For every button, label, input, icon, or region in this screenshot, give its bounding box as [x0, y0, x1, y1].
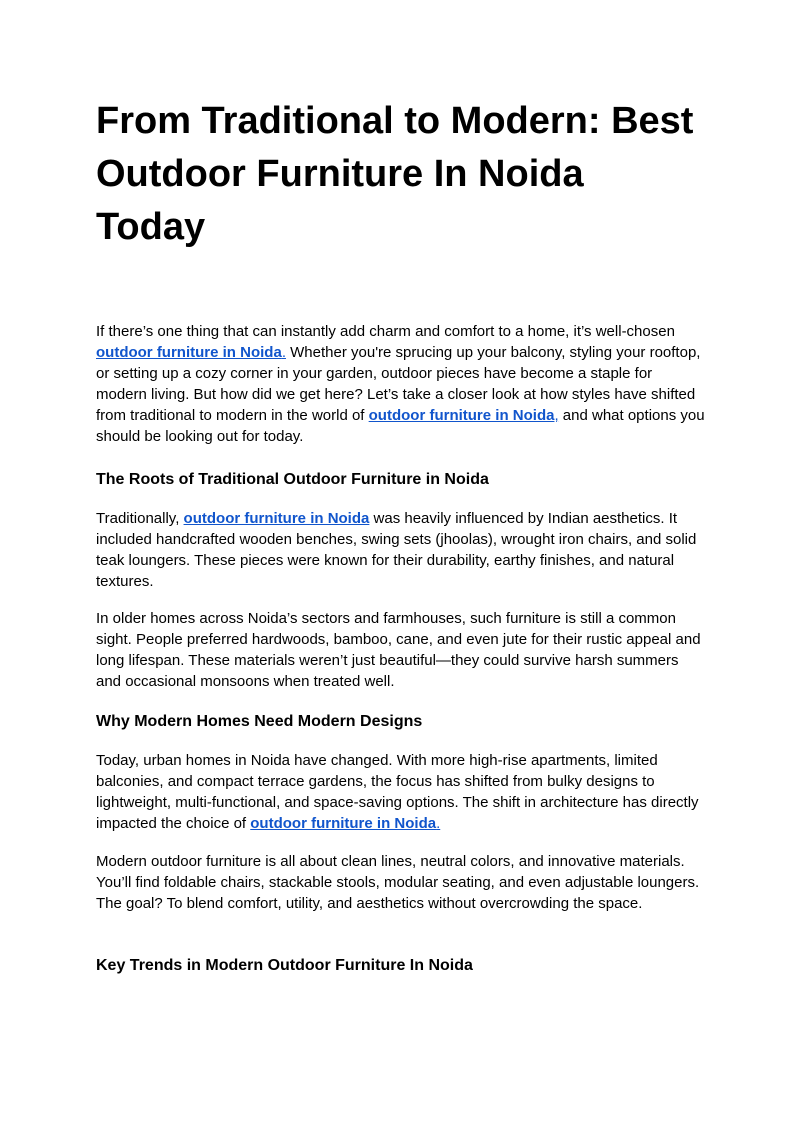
traditional-paragraph-2: In older homes across Noida’s sectors and farmhouses, such furniture is still a common sight. People preferred hardwoods, bamboo, cane, and even jute for their rustic appeal and long lifespan. These materials weren’t just beautiful—they could survive harsh summers and occasional monsoons when treated well. [96, 610, 701, 690]
outdoor-furniture-link-4[interactable]: outdoor furniture in Noida. [250, 815, 441, 832]
traditional-paragraph-2-block [96, 608, 706, 692]
section-modern [96, 711, 706, 732]
traditional-paragraph-1-block [96, 508, 706, 592]
section-heading-modern: Why Modern Homes Need Modern Designs [96, 713, 423, 730]
modern-paragraph-1-block [96, 750, 706, 834]
modern-paragraph-1 [96, 750, 706, 834]
modern-paragraph-2: Modern outdoor furniture is all about clean lines, neutral colors, and innovative materials. You’ll find foldable chairs, stackable stools, modular seating, and even adjustable loungers. The goal? To blend comfort, utility, and aesthetics without overcrowding the space. [96, 853, 700, 912]
section-trends [96, 955, 706, 976]
intro-text-3: and what options you should be looking out for today. [96, 407, 705, 445]
intro-text-2: Whether you're sprucing up your balcony, styling your rooftop, or setting up a cozy corner in your garden, outdoor pieces have become a staple for modern living. But how did we get here? Let’s take a closer look at how styles have shifted from traditional to modern in the world of [96, 344, 701, 424]
traditional-text-1: Traditionally, [96, 510, 184, 527]
modern-text-1: Today, urban homes in Noida have changed. With more high-rise apartments, limited balconies, and compact terrace gardens, the focus has shifted from bulky designs to lightweight, multi-functional, and space-saving options. The shift in architecture has directly impacted the choice of [96, 752, 699, 832]
section-heading-trends: Key Trends in Modern Outdoor Furniture In Noida [96, 957, 473, 974]
outdoor-furniture-link-3[interactable]: outdoor furniture in Noida [183, 510, 370, 527]
intro-text-1: If there’s one thing that can instantly add charm and comfort to a home, it’s well-chosen [96, 323, 675, 340]
section-traditional [96, 469, 706, 490]
modern-paragraph-2-block [96, 851, 706, 914]
intro-paragraph-block [96, 321, 706, 447]
outdoor-furniture-link-2[interactable]: outdoor furniture in Noida, [368, 407, 559, 424]
page-title: From Traditional to Modern: Best Outdoor Furniture In Noida Today [96, 100, 694, 248]
section-heading-traditional: The Roots of Traditional Outdoor Furniture in Noida [96, 471, 489, 488]
traditional-paragraph-1 [96, 508, 706, 592]
outdoor-furniture-link-1[interactable]: outdoor furniture in Noida. [96, 344, 286, 361]
intro-paragraph [96, 321, 706, 447]
traditional-text-2: was heavily influenced by Indian aesthetics. It included handcrafted wooden benches, swing sets (jhoolas), wrought iron chairs, and solid teak loungers. These pieces were known for their durability, earthy finishes, and natural textures. [96, 510, 697, 590]
